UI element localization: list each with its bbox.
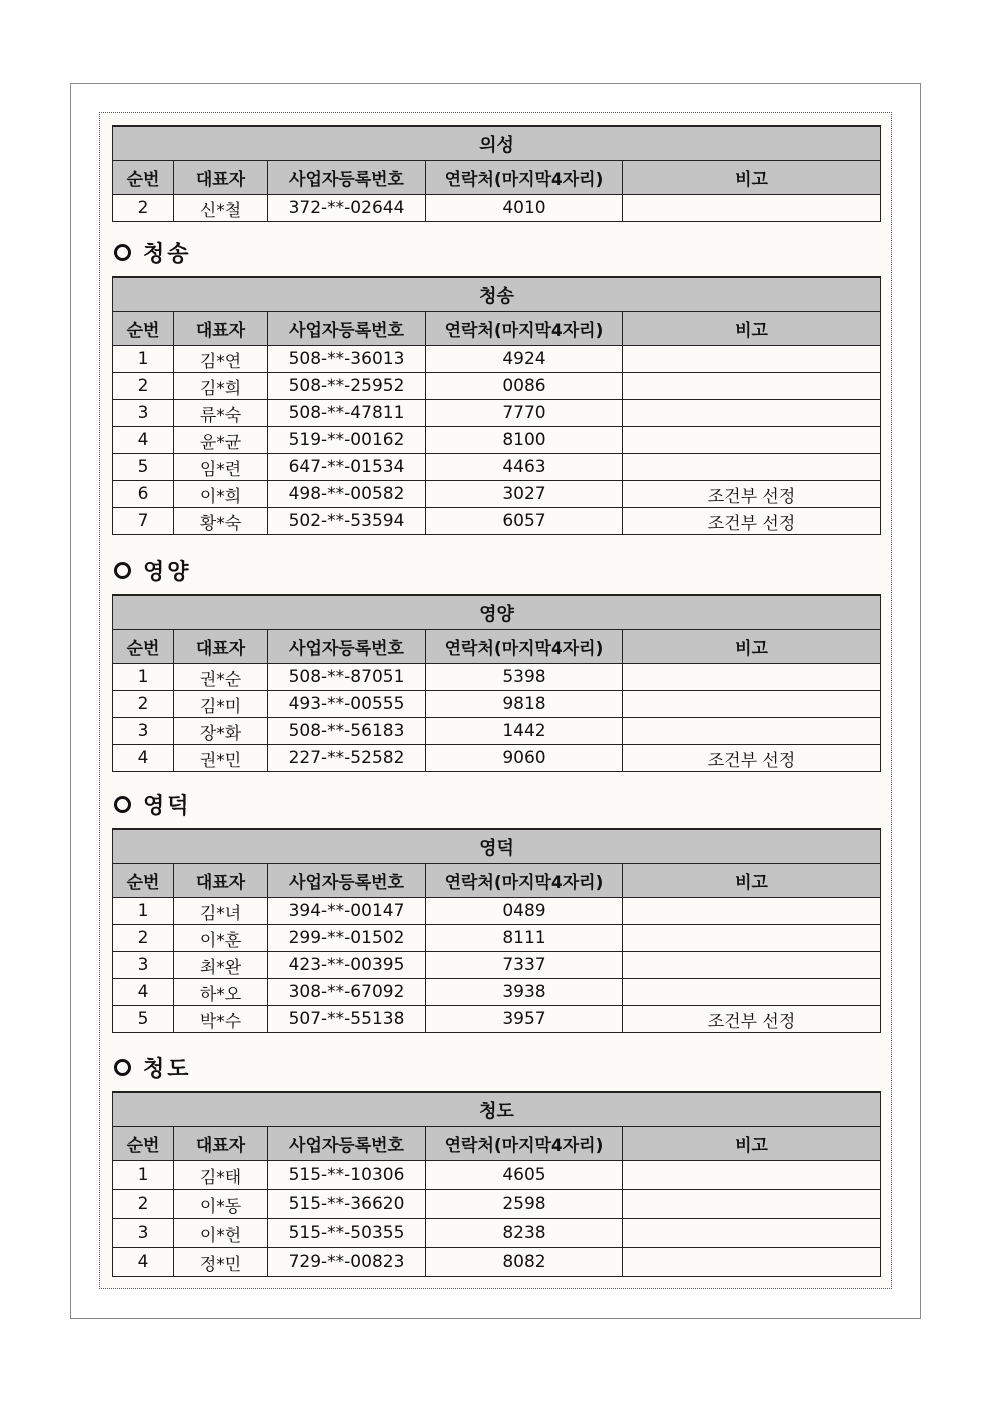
cell-phone: 4605: [426, 1161, 623, 1190]
col-header-phone: 연락처(마지막4자리): [426, 630, 623, 664]
col-header-biz: 사업자등록번호: [268, 864, 426, 898]
table-uiseong: [112, 125, 881, 222]
col-header-no: 순번: [113, 1127, 174, 1161]
cell-no: 3: [113, 718, 174, 745]
cell-phone: 0086: [426, 373, 623, 400]
cell-name: 장*화: [174, 718, 268, 745]
cell-phone: 5398: [426, 664, 623, 691]
cell-phone: 8082: [426, 1248, 623, 1277]
col-header-no: 순번: [113, 312, 174, 346]
table-yeongdeok: [112, 828, 881, 1033]
cell-name: 김*녀: [174, 898, 268, 925]
cell-no: 4: [113, 745, 174, 772]
cell-phone: 8100: [426, 427, 623, 454]
table-row: [113, 400, 881, 427]
cell-name: 류*숙: [174, 400, 268, 427]
cell-note: [623, 925, 881, 952]
section-heading-text: 청도: [143, 1056, 192, 1082]
cell-no: 1: [113, 1161, 174, 1190]
table-row: [113, 1161, 881, 1190]
cell-no: 4: [113, 1248, 174, 1277]
cell-note: [623, 427, 881, 454]
col-header-biz: 사업자등록번호: [268, 312, 426, 346]
cell-no: 1: [113, 346, 174, 373]
section-cheongdo: [112, 1091, 880, 1277]
cell-name: 이*헌: [174, 1219, 268, 1248]
cell-no: 6: [113, 481, 174, 508]
table-row: [113, 481, 881, 508]
col-header-phone: 연락처(마지막4자리): [426, 1127, 623, 1161]
cell-biz: 423-**-00395: [268, 952, 426, 979]
cell-note: [623, 195, 881, 222]
cell-phone: 8111: [426, 925, 623, 952]
cell-phone: 3027: [426, 481, 623, 508]
cell-phone: 9060: [426, 745, 623, 772]
cell-no: 5: [113, 454, 174, 481]
cell-biz: 647-**-01534: [268, 454, 426, 481]
cell-biz: 729-**-00823: [268, 1248, 426, 1277]
cell-name: 최*완: [174, 952, 268, 979]
cell-phone: 3957: [426, 1006, 623, 1033]
cell-name: 박*수: [174, 1006, 268, 1033]
table-row: [113, 745, 881, 772]
cell-name: 정*민: [174, 1248, 268, 1277]
table-cheongsong: [112, 276, 881, 535]
table-title: 청송: [113, 277, 881, 312]
cell-note: [623, 1161, 881, 1190]
col-header-note: 비고: [623, 161, 881, 195]
cell-name: 임*련: [174, 454, 268, 481]
cell-biz: 498-**-00582: [268, 481, 426, 508]
table-row: [113, 925, 881, 952]
section-yeongdeok: [112, 828, 880, 1033]
section-uiseong: [112, 125, 880, 222]
cell-name: 이*희: [174, 481, 268, 508]
cell-phone: 2598: [426, 1190, 623, 1219]
col-header-no: 순번: [113, 630, 174, 664]
cell-note: [623, 373, 881, 400]
cell-no: 3: [113, 952, 174, 979]
cell-biz: 515-**-10306: [268, 1161, 426, 1190]
cell-biz: 508-**-56183: [268, 718, 426, 745]
table-row: [113, 1006, 881, 1033]
cell-phone: 7770: [426, 400, 623, 427]
col-header-phone: 연락처(마지막4자리): [426, 864, 623, 898]
table-row: [113, 691, 881, 718]
cell-biz: 299-**-01502: [268, 925, 426, 952]
col-header-note: 비고: [623, 864, 881, 898]
section-cheongsong: [112, 276, 880, 535]
cell-note: [623, 454, 881, 481]
cell-no: 2: [113, 1190, 174, 1219]
section-heading-cheongdo: [112, 1052, 192, 1082]
table-title: 영덕: [113, 829, 881, 864]
cell-note: [623, 979, 881, 1006]
table-row: [113, 1219, 881, 1248]
cell-biz: 502-**-53594: [268, 508, 426, 535]
cell-note: [623, 691, 881, 718]
section-yeongyang: [112, 594, 880, 772]
table-row: [113, 454, 881, 481]
cell-name: 김*연: [174, 346, 268, 373]
table-row: [113, 508, 881, 535]
cell-name: 하*오: [174, 979, 268, 1006]
cell-note: [623, 1248, 881, 1277]
col-header-phone: 연락처(마지막4자리): [426, 312, 623, 346]
table-cheongdo: [112, 1091, 881, 1277]
circle-bullet-icon: [114, 244, 131, 261]
col-header-note: 비고: [623, 1127, 881, 1161]
cell-note: [623, 898, 881, 925]
cell-note: [623, 1190, 881, 1219]
cell-phone: 1442: [426, 718, 623, 745]
cell-phone: 9818: [426, 691, 623, 718]
cell-no: 3: [113, 400, 174, 427]
section-heading-text: 영덕: [143, 793, 192, 819]
cell-phone: 4924: [426, 346, 623, 373]
table-row: [113, 1248, 881, 1277]
table-row: [113, 664, 881, 691]
cell-biz: 493-**-00555: [268, 691, 426, 718]
cell-name: 이*동: [174, 1190, 268, 1219]
cell-name: 신*철: [174, 195, 268, 222]
table-row: [113, 718, 881, 745]
cell-biz: 508-**-25952: [268, 373, 426, 400]
section-heading-text: 청송: [143, 241, 192, 267]
col-header-phone: 연락처(마지막4자리): [426, 161, 623, 195]
cell-biz: 519-**-00162: [268, 427, 426, 454]
cell-phone: 8238: [426, 1219, 623, 1248]
table-row: [113, 373, 881, 400]
cell-biz: 227-**-52582: [268, 745, 426, 772]
cell-name: 권*민: [174, 745, 268, 772]
cell-biz: 508-**-87051: [268, 664, 426, 691]
cell-no: 2: [113, 691, 174, 718]
cell-note: [623, 664, 881, 691]
cell-biz: 372-**-02644: [268, 195, 426, 222]
cell-no: 4: [113, 979, 174, 1006]
table-row: [113, 898, 881, 925]
col-header-name: 대표자: [174, 161, 268, 195]
cell-biz: 515-**-36620: [268, 1190, 426, 1219]
table-title: 영양: [113, 595, 881, 630]
cell-name: 권*순: [174, 664, 268, 691]
section-heading-text: 영양: [143, 559, 192, 585]
col-header-no: 순번: [113, 161, 174, 195]
col-header-no: 순번: [113, 864, 174, 898]
col-header-biz: 사업자등록번호: [268, 1127, 426, 1161]
cell-note: [623, 400, 881, 427]
col-header-name: 대표자: [174, 312, 268, 346]
col-header-name: 대표자: [174, 630, 268, 664]
table-yeongyang: [112, 594, 881, 772]
table-row: [113, 952, 881, 979]
col-header-note: 비고: [623, 630, 881, 664]
cell-name: 윤*균: [174, 427, 268, 454]
cell-no: 3: [113, 1219, 174, 1248]
cell-no: 4: [113, 427, 174, 454]
cell-name: 김*미: [174, 691, 268, 718]
cell-biz: 507-**-55138: [268, 1006, 426, 1033]
cell-name: 김*태: [174, 1161, 268, 1190]
cell-biz: 508-**-36013: [268, 346, 426, 373]
circle-bullet-icon: [114, 796, 131, 813]
cell-note: [623, 952, 881, 979]
cell-biz: 508-**-47811: [268, 400, 426, 427]
cell-no: 2: [113, 925, 174, 952]
cell-name: 이*훈: [174, 925, 268, 952]
table-row: [113, 346, 881, 373]
cell-biz: 394-**-00147: [268, 898, 426, 925]
cell-name: 김*희: [174, 373, 268, 400]
cell-phone: 7337: [426, 952, 623, 979]
table-row: [113, 195, 881, 222]
cell-biz: 308-**-67092: [268, 979, 426, 1006]
cell-note: [623, 346, 881, 373]
col-header-biz: 사업자등록번호: [268, 630, 426, 664]
cell-no: 7: [113, 508, 174, 535]
table-title: 의성: [113, 126, 881, 161]
cell-no: 5: [113, 1006, 174, 1033]
cell-no: 1: [113, 664, 174, 691]
cell-note: 조건부 선정: [623, 1006, 881, 1033]
cell-no: 1: [113, 898, 174, 925]
table-title: 청도: [113, 1092, 881, 1127]
cell-phone: 4463: [426, 454, 623, 481]
cell-note: 조건부 선정: [623, 508, 881, 535]
cell-no: 2: [113, 195, 174, 222]
col-header-name: 대표자: [174, 1127, 268, 1161]
table-row: [113, 1190, 881, 1219]
cell-note: [623, 718, 881, 745]
col-header-note: 비고: [623, 312, 881, 346]
circle-bullet-icon: [114, 1059, 131, 1076]
cell-phone: 6057: [426, 508, 623, 535]
cell-biz: 515-**-50355: [268, 1219, 426, 1248]
cell-phone: 3938: [426, 979, 623, 1006]
cell-name: 황*숙: [174, 508, 268, 535]
cell-phone: 0489: [426, 898, 623, 925]
table-row: [113, 427, 881, 454]
cell-phone: 4010: [426, 195, 623, 222]
section-heading-yeongyang: [112, 555, 192, 585]
table-row: [113, 979, 881, 1006]
cell-no: 2: [113, 373, 174, 400]
section-heading-cheongsong: [112, 237, 192, 267]
cell-note: 조건부 선정: [623, 745, 881, 772]
col-header-biz: 사업자등록번호: [268, 161, 426, 195]
cell-note: 조건부 선정: [623, 481, 881, 508]
col-header-name: 대표자: [174, 864, 268, 898]
cell-note: [623, 1219, 881, 1248]
section-heading-yeongdeok: [112, 789, 192, 819]
circle-bullet-icon: [114, 562, 131, 579]
